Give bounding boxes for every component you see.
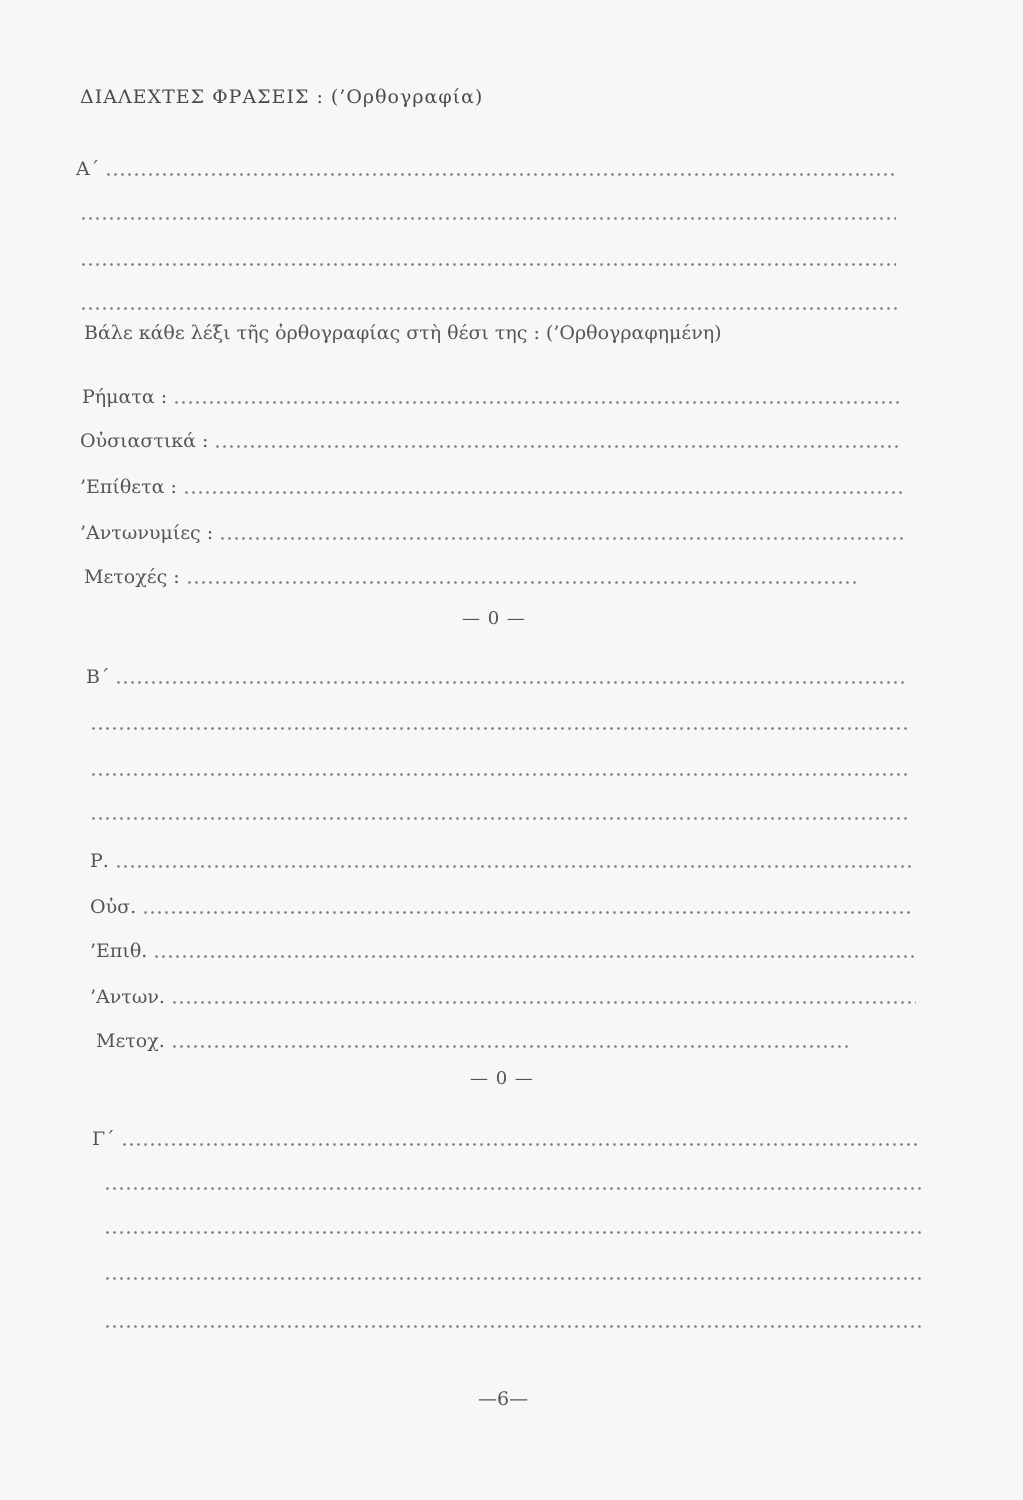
participles-abbr-label: Μετοχ. — [96, 1030, 165, 1052]
participles-abbr-field[interactable] — [96, 1024, 848, 1052]
verbs-abbr-label: Ρ. — [90, 850, 109, 872]
section-b-line-2[interactable] — [90, 706, 908, 734]
section-a-line-3[interactable] — [80, 242, 896, 270]
dotted-line — [173, 401, 902, 404]
section-b-line-4[interactable] — [90, 796, 910, 824]
section-c-line-5[interactable] — [104, 1304, 924, 1332]
section-a-line-1[interactable] — [76, 152, 894, 180]
participles-field[interactable] — [84, 560, 856, 588]
dotted-line — [183, 491, 904, 494]
pronouns-abbr-field[interactable] — [90, 980, 916, 1008]
adjectives-label: ’Επίθετα : — [80, 476, 177, 498]
dotted-line — [105, 173, 894, 176]
nouns-label: Οὐσιαστικά : — [80, 430, 209, 452]
dotted-line — [80, 263, 896, 266]
dotted-line — [171, 1001, 916, 1004]
section-b-line-1[interactable] — [86, 660, 908, 688]
dotted-line — [115, 865, 914, 868]
verbs-field[interactable] — [82, 380, 902, 408]
dotted-line — [90, 773, 910, 776]
dotted-line — [90, 727, 908, 730]
section-c-line-3[interactable] — [104, 1210, 922, 1238]
dotted-line — [80, 307, 898, 310]
dotted-line — [104, 1187, 922, 1190]
participles-label: Μετοχές : — [84, 566, 180, 588]
nouns-abbr-field[interactable] — [90, 890, 914, 918]
dotted-line — [121, 1143, 920, 1146]
section-c-line-1[interactable] — [92, 1122, 920, 1150]
separator-1: — 0 — — [462, 608, 526, 629]
section-a-line-4[interactable] — [80, 286, 898, 314]
adjectives-abbr-field[interactable] — [90, 934, 916, 962]
dotted-line — [90, 817, 910, 820]
pronouns-field[interactable] — [80, 516, 906, 544]
dotted-line — [80, 217, 896, 220]
nouns-field[interactable] — [80, 424, 902, 452]
adjectives-field[interactable] — [80, 470, 904, 498]
section-c-line-4[interactable] — [104, 1256, 922, 1284]
section-c-line-2[interactable] — [104, 1166, 922, 1194]
pronouns-abbr-label: ’Αντων. — [90, 986, 165, 1008]
section-a-line-2[interactable] — [80, 196, 896, 224]
dotted-line — [214, 445, 902, 448]
page-title: ΔΙΑΛΕΧΤΕΣ ΦΡΑΣΕΙΣ : (’Ορθογραφία) — [80, 86, 484, 108]
separator-2: — 0 — — [470, 1068, 534, 1089]
dotted-line — [186, 581, 856, 584]
dotted-line — [219, 537, 906, 540]
section-b-line-3[interactable] — [90, 752, 910, 780]
section-c-marker: Γ΄ — [92, 1128, 115, 1150]
adjectives-abbr-label: ’Επιθ. — [90, 940, 148, 962]
dotted-line — [104, 1325, 924, 1328]
dotted-line — [171, 1045, 848, 1048]
section-b-marker: Β΄ — [86, 666, 110, 688]
instruction-text: Βάλε κάθε λέξι τῆς ὀρθογραφίας στὴ θέσι της : (’Ορθογραφημένη) — [84, 322, 722, 344]
verbs-abbr-field[interactable] — [90, 844, 914, 872]
dotted-line — [104, 1277, 922, 1280]
nouns-abbr-label: Οὐσ. — [90, 896, 137, 918]
dotted-line — [115, 681, 908, 684]
verbs-label: Ρήματα : — [82, 386, 168, 408]
dotted-line — [153, 955, 916, 958]
pronouns-label: ’Αντωνυμίες : — [80, 522, 214, 544]
section-a-marker: Α΄ — [76, 158, 100, 180]
dotted-line — [142, 911, 914, 914]
dotted-line — [104, 1231, 922, 1234]
page-number: —6— — [478, 1388, 529, 1410]
